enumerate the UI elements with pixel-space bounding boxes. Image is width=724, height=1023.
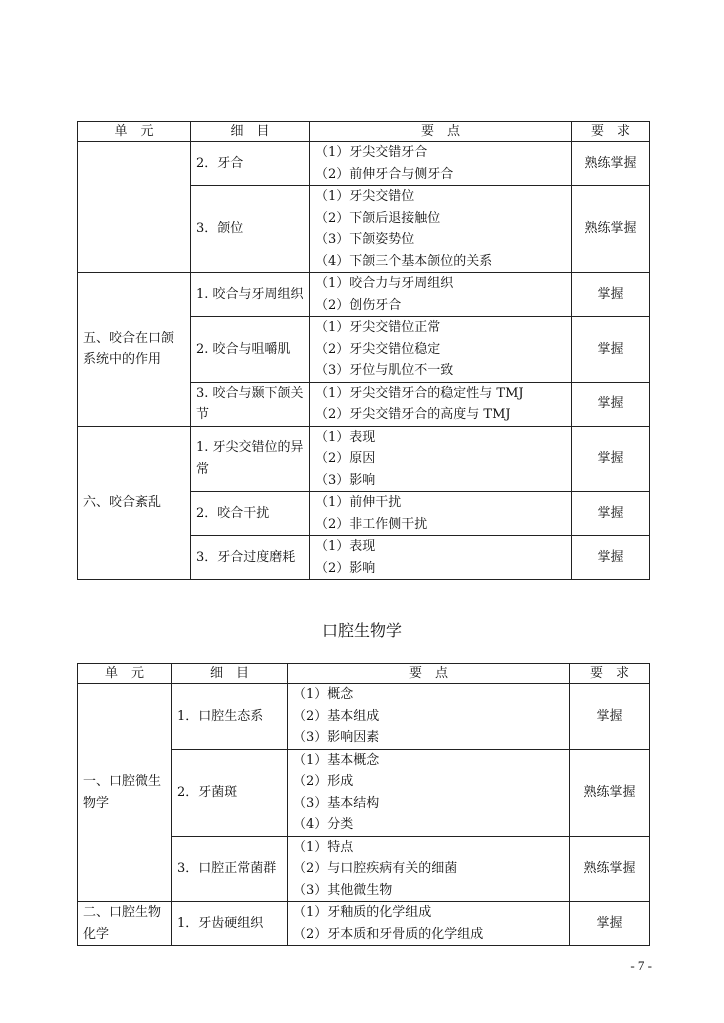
- point: （1）表现: [315, 429, 376, 445]
- requirement-cell: 掌握: [572, 317, 650, 383]
- table-header-row: [78, 664, 650, 684]
- point: （2）牙本质和牙骨质的化学组成: [293, 926, 484, 942]
- points-cell: [288, 749, 570, 836]
- requirement-cell: 掌握: [572, 492, 650, 536]
- point: （2）基本组成: [293, 708, 380, 724]
- requirement-cell: 掌握: [572, 536, 650, 580]
- unit-cell: 二、口腔生物化学: [78, 902, 172, 946]
- requirement-cell: 熟练掌握: [570, 749, 650, 836]
- item-cell: 2. 咬合与咀嚼肌: [191, 317, 310, 383]
- points-cell: [288, 684, 570, 750]
- point: （1）牙尖交错位正常: [315, 320, 441, 335]
- item-cell: 3．颌位: [191, 186, 310, 273]
- requirement-cell: 掌握: [570, 684, 650, 750]
- point: （1）牙尖交错牙合的稳定性与 TMJ: [315, 385, 524, 401]
- point: （2）创伤牙合: [315, 297, 402, 313]
- points-cell: [310, 536, 572, 580]
- point: （2）牙尖交错牙合的高度与 TMJ: [315, 407, 511, 422]
- requirement-cell: 掌握: [572, 273, 650, 317]
- point: （3）下颌姿势位: [315, 232, 415, 247]
- header-requirement: 要 求: [570, 664, 650, 684]
- points-cell: [288, 902, 570, 946]
- table-row: [78, 684, 650, 750]
- point: （4）分类: [293, 817, 354, 832]
- header-item: 细 目: [172, 664, 288, 684]
- requirement-cell: 掌握: [572, 426, 650, 492]
- unit-cell: 一、口腔微生物学: [78, 684, 172, 902]
- unit-cell: 六、咬合紊乱: [78, 426, 191, 580]
- requirement-cell: 熟练掌握: [572, 186, 650, 273]
- point: （1）牙尖交错牙合: [315, 145, 428, 160]
- point: （2）形成: [293, 774, 354, 789]
- item-cell: 2．牙菌斑: [172, 749, 288, 836]
- points-cell: [310, 382, 572, 426]
- point: （1）表现: [315, 539, 376, 554]
- table-row: [78, 902, 650, 946]
- header-points: 要 点: [288, 664, 570, 684]
- unit-cell: 五、咬合在口颌系统中的作用: [78, 273, 191, 427]
- item-cell: 2．咬合干扰: [191, 492, 310, 536]
- table-header-row: [78, 122, 650, 142]
- exam-outline-table-1: [77, 121, 650, 580]
- points-cell: [310, 142, 572, 186]
- points-cell: [310, 317, 572, 383]
- point: （2）下颌后退接触位: [315, 210, 441, 226]
- item-cell: 3．牙合过度磨耗: [191, 536, 310, 580]
- points-cell: [310, 492, 572, 536]
- point: （2）与口腔疾病有关的细菌: [293, 861, 458, 876]
- point: （3）影响因素: [293, 730, 380, 745]
- item-cell: 1. 牙尖交错位的异常: [191, 426, 310, 492]
- point: （1）咬合力与牙周组织: [315, 276, 454, 291]
- point: （1）特点: [293, 839, 354, 855]
- points-cell: [310, 426, 572, 492]
- point: （3）牙位与肌位不一致: [315, 363, 454, 378]
- point: （2）影响: [315, 560, 376, 576]
- header-unit: 单 元: [78, 122, 191, 142]
- header-unit: 单 元: [78, 664, 172, 684]
- table-row: [78, 273, 650, 317]
- item-cell: 1. 咬合与牙周组织: [191, 273, 310, 317]
- point: （3）基本结构: [293, 795, 380, 811]
- points-cell: [310, 186, 572, 273]
- point: （2）原因: [315, 451, 376, 466]
- point: （2）牙尖交错位稳定: [315, 341, 441, 357]
- item-cell: 3. 咬合与颞下颌关节: [191, 382, 310, 426]
- item-cell: 1．口腔生态系: [172, 684, 288, 750]
- table-row: [78, 426, 650, 492]
- requirement-cell: 熟练掌握: [572, 142, 650, 186]
- item-cell: 2．牙合: [191, 142, 310, 186]
- page-number: - 7 -: [630, 958, 652, 973]
- unit-cell: [78, 142, 191, 273]
- table-row: [78, 142, 650, 186]
- point: （1）概念: [293, 687, 354, 702]
- requirement-cell: 熟练掌握: [570, 836, 650, 902]
- item-cell: 3．口腔正常菌群: [172, 836, 288, 902]
- point: （2）非工作侧干扰: [315, 516, 428, 532]
- point: （1）牙尖交错位: [315, 189, 415, 204]
- point: （1）前伸干扰: [315, 495, 402, 510]
- point: （1）牙釉质的化学组成: [293, 905, 432, 920]
- points-cell: [288, 836, 570, 902]
- point: （2）前伸牙合与侧牙合: [315, 166, 454, 182]
- point: （4）下颌三个基本颌位的关系: [315, 253, 493, 269]
- requirement-cell: 掌握: [570, 902, 650, 946]
- point: （3）其他微生物: [293, 882, 393, 898]
- requirement-cell: 掌握: [572, 382, 650, 426]
- point: （1）基本概念: [293, 752, 380, 768]
- points-cell: [310, 273, 572, 317]
- header-item: 细 目: [191, 122, 310, 142]
- item-cell: 1．牙齿硬组织: [172, 902, 288, 946]
- header-points: 要 点: [310, 122, 572, 142]
- section-title: 口腔生物学: [321, 621, 402, 640]
- exam-outline-table-2: [77, 663, 650, 946]
- header-requirement: 要 求: [572, 122, 650, 142]
- point: （3）影响: [315, 472, 376, 488]
